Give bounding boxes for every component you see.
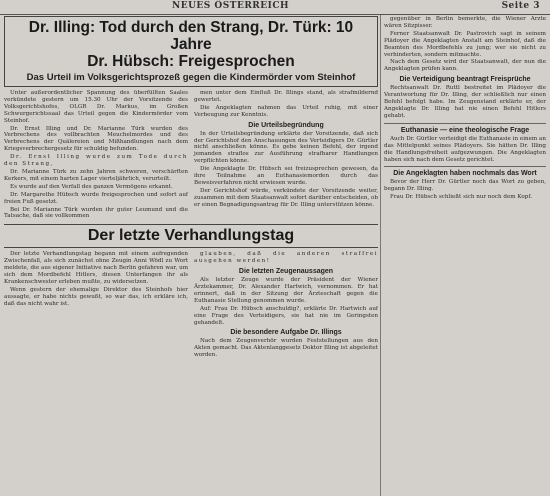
article-subhead: Das Urteil im Volksgerichtsprozeß gegen die Kindermörder vom Steinhof bbox=[26, 72, 356, 83]
last-day-paragraph: glauben, daß die anderen straffrei ausgehen werden! bbox=[194, 251, 378, 265]
witness-paragraph: Auf: Frau Dr. Hübsch anschuldig?, erklärte Dr. Hartwich auf eine Frage des Verteidigers, sie hat nie im Geringsten gehandelt. bbox=[194, 305, 378, 326]
euthanasia-paragraph: Auch Dr. Gürtler verteidigt die Euthanasie in einem an das Mittelpunkt seines Plädoyers. Sie hätten Dr. Illing die Handlungsfreiheit aufgezwungen. Die Angeklagten haben sich nach dem Gesetz gerichtet. bbox=[384, 135, 546, 163]
divider bbox=[384, 123, 546, 124]
section-title-defense: Die Verteidigung beantragt Freisprüche bbox=[399, 76, 531, 84]
masthead bbox=[0, 0, 550, 15]
lead-paragraph: Dr. Ernst Illing wurde zum Tode durch den Strang, bbox=[4, 154, 188, 168]
headline-box bbox=[4, 16, 378, 87]
column-divider bbox=[380, 15, 381, 496]
lead-paragraph: Unter außerordentlicher Spannung des überfüllten Saales verkündete gestern um 15.30 Uhr der Vorsitzende des Volksgerichtshofes, OLGR Dr. Markus, im Großen Schwurgerichtssaal das Urteil gegen die Kindermörder vom Steinhof. bbox=[4, 90, 188, 124]
task-paragraph: Nach dem Zeugenverhör wurden Feststellungen aus den Akten gemacht. Das Aktenlanggesetz Doktor Illing ist abgeleitet worden. bbox=[194, 338, 378, 359]
section-title-euthanasia: Euthanasie — eine theologische Frage bbox=[400, 126, 530, 134]
main-article bbox=[4, 16, 378, 496]
witness-paragraph: Als letzter Zeuge wurde der Präsident der Wiener Ärztekammer, Dr. Alexander Hartwich, vernommen. Er hat erinnert, daß in der Sitzung der Ärzteschaft gegen die Euthanasie Stellung genommen wurde. bbox=[194, 277, 378, 304]
reasons-paragraph: In der Urteilsbegründung erklärte der Vorsitzende, daß sich der Gerichtshof den Anschauungen des Verteidigers Dr. Gürtler nicht anschließen könne. Es gebe keinen Befehl, der irgend jemanden straflos zur Ausführung strafbarer Handlungen verpflichten könne. bbox=[194, 130, 378, 165]
lead-paragraph: Es wurde auf den Verfall des ganzen Vermögens erkannt. bbox=[10, 183, 173, 190]
lead-column-1 bbox=[4, 90, 188, 221]
right-column bbox=[384, 16, 546, 496]
last-day-column-1 bbox=[4, 251, 188, 360]
last-day-paragraph: Wenn gestern der ehemalige Direktor des Steinhofs hier aussagte, er habe nichts gewußt, so war das, ich erkläre ich, daß das nicht wahr ist. bbox=[4, 286, 188, 307]
newspaper-name: NEUES ÖSTERREICH bbox=[172, 1, 290, 11]
lead-paragraph: Die Angeklagten nahmen das Urteil ruhig, mit einer Verbeugung zur Kenntnis. bbox=[194, 104, 378, 118]
reasons-paragraph: Der Gerichtshof würde, verkündete der Vorsitzende weiter, zusammen mit dem Staatsanwalt sofort darüber entscheiden, ob er einen Begnadigungsantrag für Dr. Illing unterstützen könne. bbox=[194, 187, 378, 208]
right-paragraph: gegenüber in Berlin bemerkte, die Wiener Ärzte wären Sitzpisser. bbox=[384, 16, 546, 29]
final-paragraph: Frau Dr. Hübsch schließt sich nur noch dem Kopf. bbox=[390, 194, 532, 201]
headline-line-1: Dr. Illing: Tod durch den Strang, Dr. Türk: 10 Jahre bbox=[28, 19, 354, 53]
divider bbox=[384, 166, 546, 167]
lead-paragraph: Bei Dr. Marianne Türk wurden ihr guter Leumund und die Tatsache, daß sie vollkommen bbox=[4, 206, 188, 220]
final-paragraph: Bevor der Herr Dr. Gürtler noch das Wort zu geben, begann Dr. Illing. bbox=[384, 179, 546, 193]
reasons-paragraph: Die Angeklagte Dr. Hübsch sei freizusprechen gewesen, da ihre Teilnahme an Euthanasiemorden durch das Beweisverfahren nicht erwiesen wurde. bbox=[194, 166, 378, 186]
lead-paragraph: Dr. Ernst Illing und Dr. Marianne Türk wurden des Verbrechens des vollbrachten Meuchelmordes und des Verbrechens der Quälereien und Mißhandlungen nach dem Kriegsverbrechergesetz für schuldig befunden. bbox=[4, 125, 188, 153]
last-day-section bbox=[4, 251, 378, 360]
last-day-paragraph: Der letzte Verhandlungstag begann mit einem aufregenden Zwischenfall, als sich zunächst ohne Zeugin Anni Wödl zu Wort meldete, die aus eigener Initiative nach Berlin gefahren war, um sich dem Mordbefehl Hitlers, diesen Unterfangen ihr als Krankenschwester erleben mußte, zu widersetzen. bbox=[4, 251, 188, 285]
last-day-column-2 bbox=[194, 251, 378, 360]
right-paragraph: Nach dem Gesetz wird der Staatsanwalt, der nun die Angeklagten prüfen kann. bbox=[384, 59, 546, 73]
headline-line-2: Dr. Hübsch: Freigesprochen bbox=[87, 53, 295, 70]
section-headline-last-day: Der letzte Verhandlungstag bbox=[4, 224, 378, 248]
lead-column-2 bbox=[194, 90, 378, 221]
lead-paragraph: Dr. Marianne Türk zu zehn Jahren schweren, verschärften Kerkers, mit einem harten Lager vierteljährlich, verurteilt. bbox=[4, 168, 188, 182]
section-title-witness: Die letzten Zeugenaussagen bbox=[238, 268, 334, 276]
section-title-reasons: Die Urteilsbegründung bbox=[248, 121, 324, 129]
section-title-task: Die besondere Aufgabe Dr. Illings bbox=[230, 329, 342, 337]
page-number: Seite 3 bbox=[501, 1, 540, 11]
lead-paragraph: men unter dem Einfluß Dr. Illings stand, als strafmildernd gewertet. bbox=[194, 90, 378, 103]
lead-section bbox=[4, 90, 378, 221]
lead-paragraph: Dr. Margarethe Hübsch wurde freigesprochen und sofort auf freien Fuß gesetzt. bbox=[4, 191, 188, 205]
section-title-final: Die Angeklagten haben nochmals das Wort bbox=[393, 170, 537, 178]
defense-paragraph: Rechtsanwalt Dr. Ruttl bestreitet im Plädoyer die Verantwortung für Dr. Illing, der schließlich nur einen Befehl befolgt habe. Im Zeugenstand erklärte er, der Angeklagte Dr. Illing hat nie einen Befehl Hitlers gehabt. bbox=[384, 85, 546, 119]
right-paragraph: Ferner Staatsanwalt Dr. Pastrovich sagt in seinem Plädoyer die Angeklagten Anstalt am Steinhof, daß die Beamten des Mordbefehls zu jung; wer sie nicht zu verhinderten, sondern mitmachte. bbox=[384, 30, 546, 58]
